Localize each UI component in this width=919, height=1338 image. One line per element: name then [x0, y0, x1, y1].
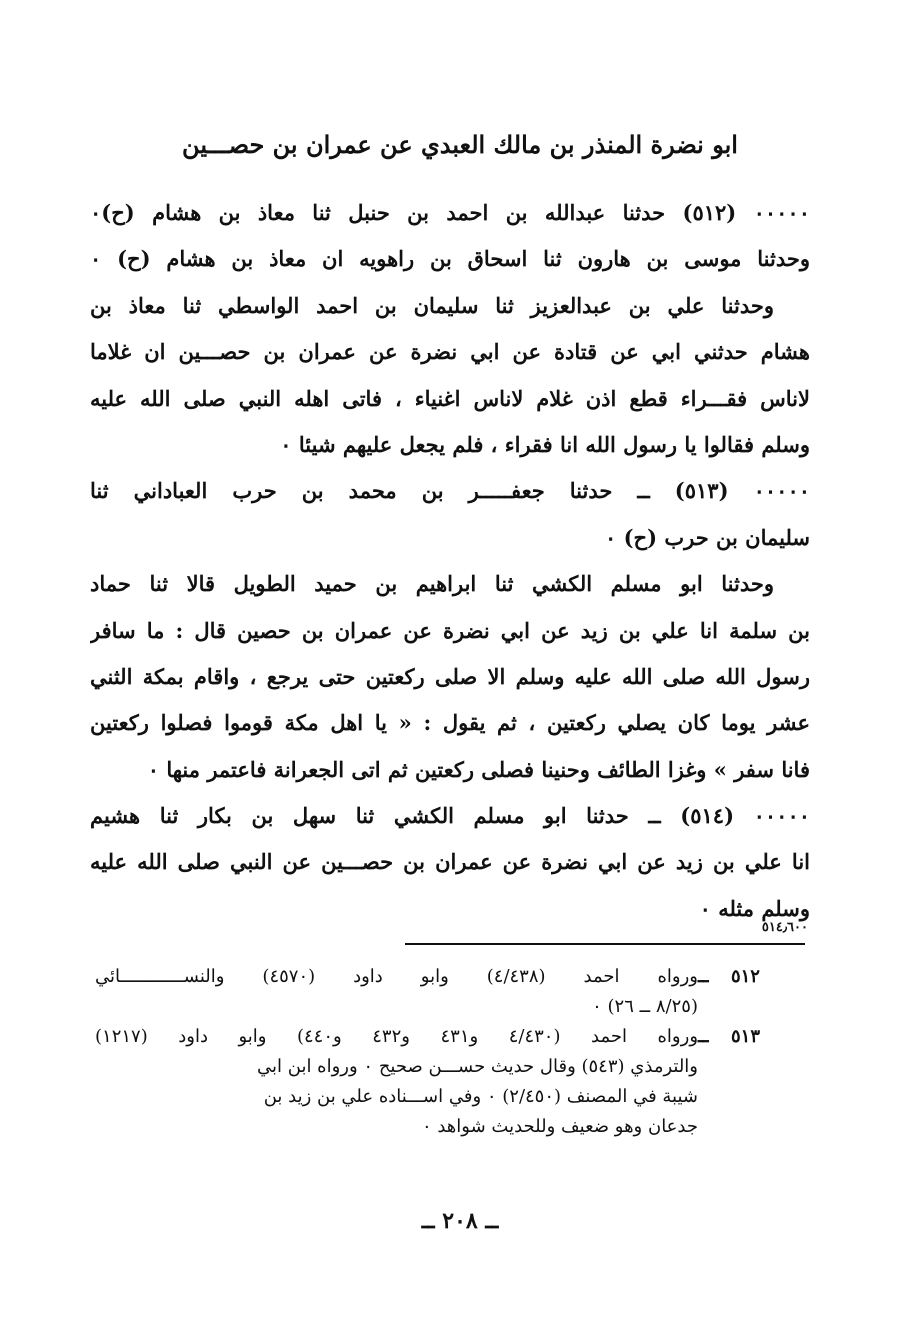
text-line: فانا سفر » وغزا الطائف وحنينا فصلى ركعتين ثم اتى الجعرانة فاعتمر منها ٠ — [147, 756, 810, 782]
footnote-line — [95, 962, 760, 992]
text-line: وحدثنا ابو مسلم الكشي ثنا ابراهيم بن حميد الطويل قالا ثنا حماد — [90, 571, 774, 597]
footnote-line: جدعان وهو ضعيف وللحديث شواهد ٠ — [421, 1116, 698, 1137]
footnote-number: ٥١٢ ــ — [697, 966, 760, 987]
footnote-text: ورواه احمد (٤/٤٣٠ و٤٣١ و٤٣٢ و٤٤٠) وابو داود (١٢١٧) — [95, 1026, 699, 1047]
text-line: وسلم مثله ٠ — [699, 895, 810, 921]
footnote-line: والترمذي (٥٤٣) وقال حديث حســـن صحيح ٠ ورواه ابن ابي — [257, 1056, 698, 1077]
text-line: ٠٠٠٠٠ (٥١٢) حدثنا عبدالله بن احمد بن حنبل ثنا معاذ بن هشام (ح)٠ — [90, 200, 810, 225]
hadith-text — [90, 190, 810, 932]
text-line: وسلم فقالوا يا رسول الله انا فقراء ، فلم يجعل عليهم شيئا ٠ — [280, 431, 810, 457]
small-mark: ٥١٤٫٦٠٠ — [761, 920, 808, 935]
page-number: ــ ٢٠٨ ــ — [421, 1208, 499, 1234]
text-line: سليمان بن حرب (ح) ٠ — [605, 524, 810, 550]
footnote-text: ورواه احمد (٤/٤٣٨) وابو داود (٤٥٧٠) والنســــــــــــائي — [95, 966, 698, 987]
footnotes — [95, 962, 760, 1142]
text-line: انا علي بن زيد عن ابي نضرة عن عمران بن حصـــين عن النبي صلى الله عليه — [90, 849, 810, 875]
text-line: لاناس فقـــراء قطع اذن غلام لاناس اغنياء ، فاتى اهله النبي صلى الله عليه — [90, 385, 810, 411]
text-line: وحدثنا علي بن عبدالعزيز ثنا سليمان بن احمد الواسطي ثنا معاذ بن — [90, 292, 774, 318]
text-line: عشر يوما كان يصلي ركعتين ، ثم يقول : « يا اهل مكة قوموا فصلوا ركعتين — [90, 710, 810, 736]
footnote-number: ٥١٣ ــ — [698, 1026, 760, 1047]
chapter-heading: ابو نضرة المنذر بن مالك العبدي عن عمران بن حصـــين — [182, 130, 738, 159]
text-line: بن سلمة انا علي بن زيد عن ابي نضرة عن عمران بن حصين قال : ما سافر — [90, 617, 810, 643]
footnote-line: شيبة في المصنف (٢/٤٥٠) ٠ وفي اســـناده علي بن زيد بن — [263, 1086, 698, 1107]
text-line: ٠٠٠٠٠ (٥١٣) ــ حدثنا جعفـــــر بن محمد بن حرب العباداني ثنا — [90, 478, 810, 504]
footnote-line: (٨/٢٥ ــ ٢٦) ٠ — [592, 996, 698, 1017]
footnote-divider — [405, 943, 805, 945]
text-line: وحدثنا موسى بن هارون ثنا اسحاق بن راهويه ان معاذ بن هشام (ح) ٠ — [90, 246, 810, 272]
text-line: رسول الله صلى الله عليه وسلم الا صلى ركعتين حتى يرجع ، واقام بمكة الثني — [90, 663, 810, 689]
footnote-line — [95, 1022, 760, 1052]
text-line: هشام حدثني ابي عن قتادة عن ابي نضرة عن عمران بن حصـــين ان غلاما — [90, 339, 810, 365]
text-line: ٠٠٠٠٠ (٥١٤) ــ حدثنا ابو مسلم الكشي ثنا سهل بن بكار ثنا هشيم — [90, 803, 810, 829]
